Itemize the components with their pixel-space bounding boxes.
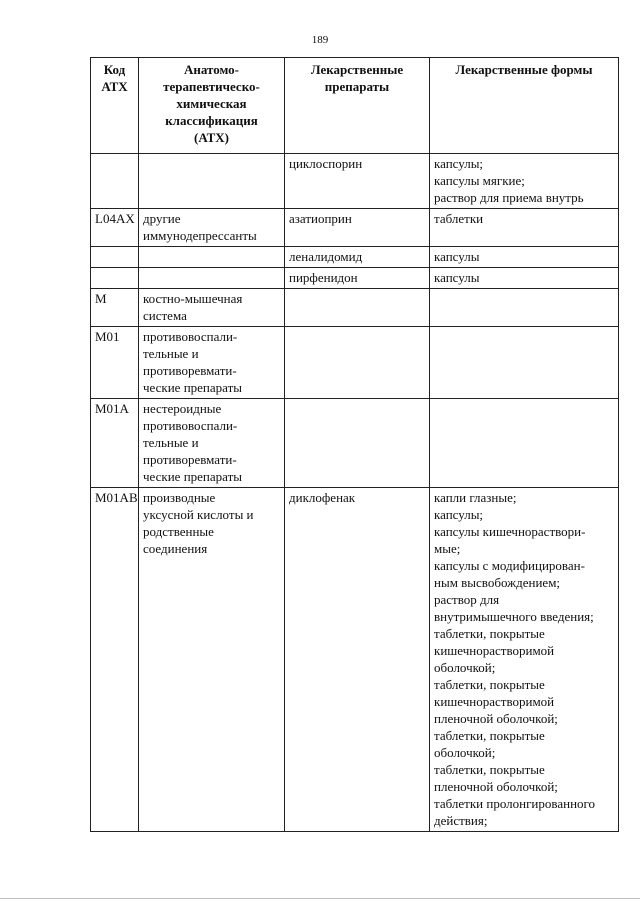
cell-dosage-forms-line: капсулы с модифицирован- (434, 558, 585, 573)
table-row (91, 327, 619, 399)
cell-dosage-forms (430, 327, 619, 399)
cell-dosage-forms-line: капсулы мягкие; (434, 173, 525, 188)
cell-code (91, 247, 139, 268)
header-line: Лекарственные (310, 62, 404, 77)
cell-classification-line: тельные и (143, 435, 199, 450)
cell-classification-line: система (143, 308, 187, 323)
cell-drug (285, 399, 430, 488)
header-line: Анатомо- (183, 62, 240, 77)
cell-code-text: L04AX (95, 211, 135, 226)
cell-drug-line: пирфенидон (289, 270, 358, 285)
cell-code-text: M01 (95, 329, 120, 344)
cell-dosage-forms-line: кишечнорастворимой (434, 694, 555, 709)
table-row (91, 209, 619, 247)
table-row (91, 488, 619, 832)
cell-drug (285, 209, 430, 247)
cell-dosage-forms-line: капсулы; (434, 156, 484, 171)
cell-classification-line: нестероидные (143, 401, 222, 416)
table-row (91, 154, 619, 209)
cell-code-text: M01A (95, 401, 129, 416)
cell-dosage-forms-line: пленочной оболочкой; (434, 779, 558, 794)
cell-code (91, 268, 139, 289)
cell-code (91, 327, 139, 399)
header-dosage-forms (430, 58, 619, 154)
cell-classification-line: иммунодепрессанты (143, 228, 257, 243)
cell-dosage-forms-line: таблетки, покрытые (434, 762, 545, 777)
cell-dosage-forms-line: оболочкой; (434, 660, 496, 675)
cell-dosage-forms-line: таблетки (434, 211, 484, 226)
cell-dosage-forms-line: пленочной оболочкой; (434, 711, 558, 726)
cell-drug-line: диклофенак (289, 490, 356, 505)
cell-code (91, 289, 139, 327)
cell-code-text: M (95, 291, 107, 306)
cell-dosage-forms-line: таблетки, покрытые (434, 677, 545, 692)
table-row (91, 268, 619, 289)
cell-dosage-forms (430, 289, 619, 327)
page-number: 189 (311, 34, 329, 46)
header-line: АТХ (101, 79, 128, 94)
cell-classification (139, 327, 285, 399)
cell-classification-line: уксусной кислоты и (143, 507, 254, 522)
cell-classification-line: ческие препараты (143, 469, 242, 484)
header-line: химическая (176, 96, 247, 111)
atx-classification-table (90, 57, 619, 832)
cell-classification-line: ческие препараты (143, 380, 242, 395)
cell-dosage-forms-line: таблетки, покрытые (434, 626, 545, 641)
cell-classification (139, 154, 285, 209)
cell-drug (285, 247, 430, 268)
cell-drug-line: циклоспорин (289, 156, 363, 171)
cell-dosage-forms (430, 154, 619, 209)
header-drugs (285, 58, 430, 154)
cell-dosage-forms-line: кишечнорастворимой (434, 643, 555, 658)
table-body (91, 154, 619, 832)
header-line: классификация (165, 113, 258, 128)
cell-classification (139, 247, 285, 268)
cell-classification-line: противовоспали- (143, 418, 238, 433)
cell-dosage-forms (430, 247, 619, 268)
cell-dosage-forms-line: капли глазные; (434, 490, 517, 505)
cell-dosage-forms-line: действия; (434, 813, 488, 828)
cell-dosage-forms-line: капсулы (434, 270, 480, 285)
table-header-row (91, 58, 619, 154)
cell-dosage-forms (430, 488, 619, 832)
cell-drug-line: леналидомид (289, 249, 363, 264)
header-line: Код (103, 62, 126, 77)
cell-code (91, 154, 139, 209)
table-row (91, 247, 619, 268)
cell-drug (285, 268, 430, 289)
cell-dosage-forms-line: таблетки пролонгированного (434, 796, 596, 811)
cell-classification-line: производные (143, 490, 216, 505)
cell-drug (285, 488, 430, 832)
cell-code (91, 209, 139, 247)
header-line: (АТХ) (194, 130, 229, 145)
cell-classification-line: костно-мышечная (143, 291, 243, 306)
cell-classification-line: тельные и (143, 346, 199, 361)
cell-dosage-forms-line: внутримышечного введения; (434, 609, 594, 624)
header-line: препараты (324, 79, 390, 94)
cell-dosage-forms-line: капсулы; (434, 507, 484, 522)
cell-classification-line: другие (143, 211, 181, 226)
cell-classification (139, 268, 285, 289)
cell-dosage-forms-line: капсулы (434, 249, 480, 264)
cell-dosage-forms-line: капсулы кишечнораствори- (434, 524, 586, 539)
cell-classification (139, 488, 285, 832)
cell-code (91, 488, 139, 832)
cell-classification (139, 399, 285, 488)
page-bottom-rule (0, 898, 640, 899)
cell-dosage-forms-line: мые; (434, 541, 461, 556)
cell-classification-line: противовоспали- (143, 329, 238, 344)
cell-dosage-forms-line: таблетки, покрытые (434, 728, 545, 743)
cell-code-text: M01AB (95, 490, 138, 505)
cell-dosage-forms (430, 399, 619, 488)
cell-drug (285, 289, 430, 327)
header-atx-classification (139, 58, 285, 154)
table-row (91, 399, 619, 488)
cell-code (91, 399, 139, 488)
cell-dosage-forms (430, 209, 619, 247)
cell-dosage-forms-line: оболочкой; (434, 745, 496, 760)
header-code-atx (91, 58, 139, 154)
cell-dosage-forms (430, 268, 619, 289)
cell-classification-line: родственные (143, 524, 214, 539)
header-line: Лекарственные формы (455, 62, 593, 77)
cell-dosage-forms-line: раствор для (434, 592, 500, 607)
cell-dosage-forms-line: раствор для приема внутрь (434, 190, 584, 205)
cell-drug (285, 327, 430, 399)
cell-drug (285, 154, 430, 209)
cell-dosage-forms-line: ным высвобождением; (434, 575, 561, 590)
cell-classification-line: противоревмати- (143, 452, 237, 467)
cell-classification (139, 289, 285, 327)
header-line: терапевтическо- (163, 79, 260, 94)
table-row (91, 289, 619, 327)
cell-classification (139, 209, 285, 247)
cell-classification-line: соединения (143, 541, 208, 556)
cell-classification-line: противоревмати- (143, 363, 237, 378)
cell-drug-line: азатиоприн (289, 211, 352, 226)
